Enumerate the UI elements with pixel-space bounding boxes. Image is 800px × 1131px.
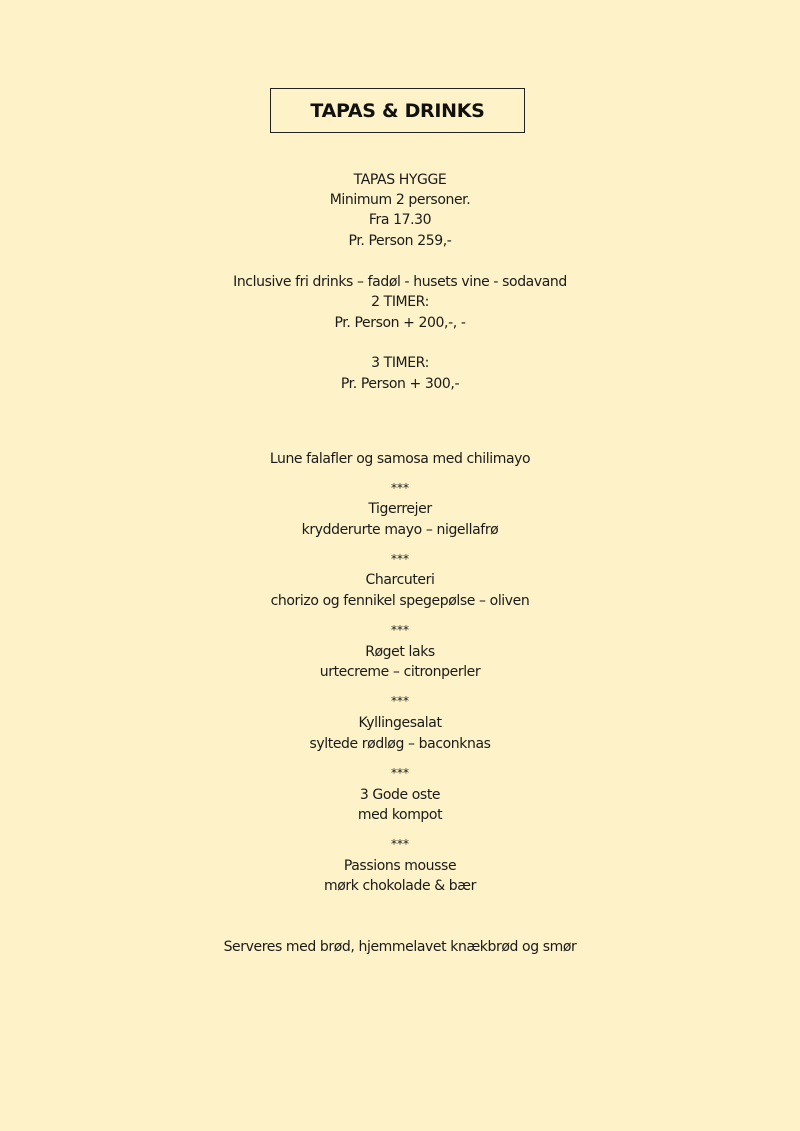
intro-time: Fra 17.30 <box>368 212 432 228</box>
menu-item-name: Passions mousse <box>343 858 457 874</box>
drinks-2-hours-price: Pr. Person + 200,-, - <box>334 315 466 331</box>
menu-separator: *** <box>391 837 409 851</box>
drinks-description: Inclusive fri drinks – fadøl - husets vine - sodavand <box>233 274 567 290</box>
menu-item-name: Kyllingesalat <box>358 715 442 731</box>
footer-note: Serveres med brød, hjemmelavet knækbrød og smør <box>223 939 577 955</box>
menu-item-name: Røget laks <box>365 644 435 660</box>
menu-item-description: med kompot <box>357 807 443 823</box>
title-box <box>270 88 525 133</box>
menu-item-name: Lune falafler og samosa med chilimayo <box>269 451 531 467</box>
menu-separator: *** <box>391 694 409 708</box>
menu-item-description: urtecreme – citronperler <box>319 664 481 680</box>
intro-heading: TAPAS HYGGE <box>353 172 447 188</box>
intro-price: Pr. Person 259,- <box>348 233 452 249</box>
menu-item-description: chorizo og fennikel spegepølse – oliven <box>270 593 530 609</box>
drinks-3-hours-price: Pr. Person + 300,- <box>340 376 460 392</box>
menu-item-name: Charcuteri <box>365 572 435 588</box>
menu-separator: *** <box>391 623 409 637</box>
menu-item-name: 3 Gode oste <box>359 787 441 803</box>
drinks-3-hours-label: 3 TIMER: <box>371 355 429 371</box>
menu-separator: *** <box>391 481 409 495</box>
menu-item-description: syltede rødløg – baconknas <box>309 736 491 752</box>
menu-item-description: krydderurte mayo – nigellafrø <box>301 522 499 538</box>
menu-item-name: Tigerrejer <box>368 501 432 517</box>
page-title: TAPAS & DRINKS <box>310 99 485 122</box>
menu-item-description: mørk chokolade & bær <box>323 878 476 894</box>
intro-minimum: Minimum 2 personer. <box>329 192 471 208</box>
menu-separator: *** <box>391 766 409 780</box>
menu-separator: *** <box>391 552 409 566</box>
drinks-2-hours-label: 2 TIMER: <box>371 294 429 310</box>
